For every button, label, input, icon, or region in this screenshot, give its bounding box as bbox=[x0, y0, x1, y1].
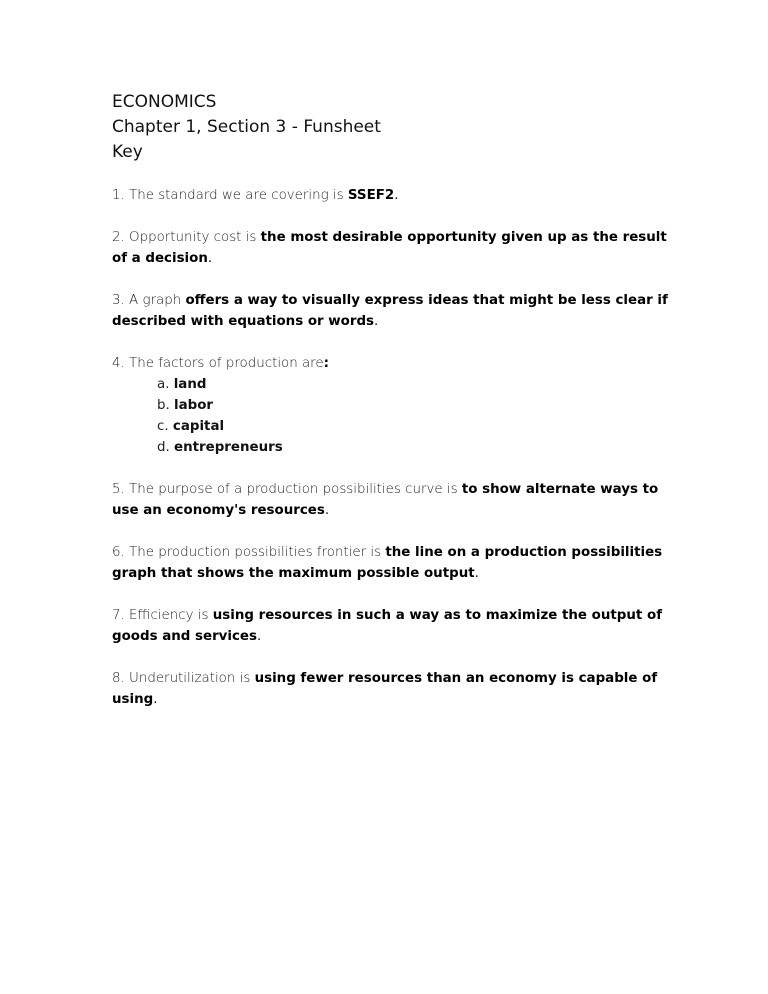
subject-title: ECONOMICS bbox=[112, 92, 217, 112]
worksheet-page bbox=[112, 90, 672, 710]
factor-letter: b. bbox=[157, 398, 175, 413]
answer-text: using resources in such a way as to maximize the output of goods and services bbox=[112, 608, 663, 644]
factor-item-land bbox=[157, 374, 672, 395]
question-text: 2. Opportunity cost is bbox=[112, 230, 261, 245]
answer-text: the most desirable opportunity given up as the result of a decision bbox=[112, 230, 667, 266]
factor-letter: d. bbox=[157, 440, 175, 455]
factor-answer: capital bbox=[172, 419, 225, 434]
key-title: Key bbox=[112, 142, 143, 162]
question-text: 5. The purpose of a production possibilities curve is bbox=[112, 482, 462, 497]
question-text: 8. Underutilization is bbox=[112, 671, 255, 686]
question-text: 7. Efficiency is bbox=[112, 608, 213, 623]
question-end: . bbox=[256, 629, 262, 644]
question-1 bbox=[112, 185, 672, 206]
factors-list bbox=[112, 374, 672, 458]
factor-answer: entrepreneurs bbox=[174, 440, 283, 455]
answer-text: using fewer resources than an economy is capable of using bbox=[112, 671, 658, 707]
factor-answer: labor bbox=[174, 398, 214, 413]
answer-text: offers a way to visually express ideas that might be less clear if described with equations or words bbox=[112, 293, 668, 329]
question-3 bbox=[112, 290, 672, 332]
factor-item-capital bbox=[157, 416, 672, 437]
factor-answer: land bbox=[173, 377, 207, 392]
question-text: 3. A graph bbox=[112, 293, 186, 308]
factor-letter: c. bbox=[157, 419, 173, 434]
question-end: . bbox=[324, 503, 330, 518]
factor-letter: a. bbox=[157, 377, 174, 392]
question-8 bbox=[112, 668, 672, 710]
question-text: 4. The factors of production are bbox=[112, 356, 324, 371]
question-5 bbox=[112, 479, 672, 521]
factor-item-entrepreneurs bbox=[157, 437, 672, 458]
question-end: . bbox=[374, 314, 379, 329]
answer-text: SSEF2 bbox=[347, 188, 395, 203]
question-7 bbox=[112, 605, 672, 647]
answer-text: : bbox=[323, 356, 329, 371]
question-2 bbox=[112, 227, 672, 269]
answer-text: the line on a production possibilities graph that shows the maximum possible output bbox=[112, 545, 663, 581]
question-text: 6. The production possibilities frontier is bbox=[112, 545, 386, 560]
factor-item-labor bbox=[157, 395, 672, 416]
question-end: . bbox=[153, 692, 158, 707]
answer-text: to show alternate ways to use an economy's resources bbox=[112, 482, 659, 518]
question-4 bbox=[112, 353, 672, 374]
question-text: 1. The standard we are covering is bbox=[112, 188, 348, 203]
question-end: . bbox=[394, 188, 399, 203]
question-6 bbox=[112, 542, 672, 584]
question-end: . bbox=[474, 566, 479, 581]
worksheet-header bbox=[112, 90, 672, 165]
question-end: . bbox=[207, 251, 213, 266]
chapter-title: Chapter 1, Section 3 - Funsheet bbox=[112, 117, 381, 137]
